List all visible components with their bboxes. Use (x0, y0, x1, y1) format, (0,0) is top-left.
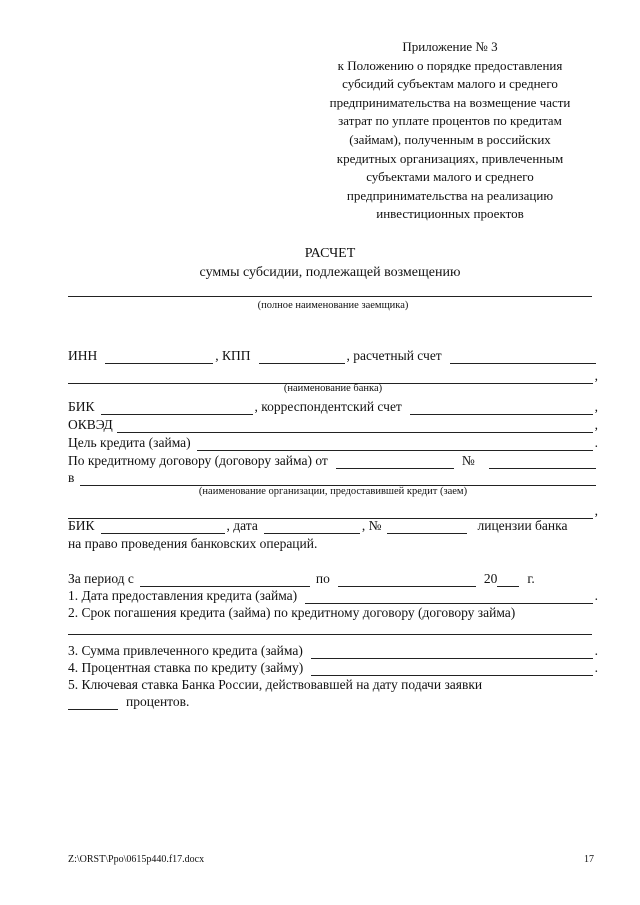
header-line: предпринимательства на реализацию (346, 187, 554, 203)
item3-row (68, 641, 598, 659)
item5-row (68, 675, 598, 693)
purpose-field[interactable] (197, 438, 593, 451)
bik-label: БИК (68, 399, 95, 414)
item3-label: 3. Сумма привлеченного кредита (займа) (68, 643, 303, 658)
key-rate-field[interactable] (68, 697, 118, 710)
comma: , (594, 417, 598, 432)
item4-label: 4. Процентная ставка по кредиту (займу) (68, 660, 304, 675)
item4-row (68, 658, 598, 676)
year-suffix: г. (527, 571, 535, 586)
comma: , (594, 399, 598, 414)
header-line: (займам), полученным в российских (349, 131, 551, 147)
bank-bik-field[interactable] (101, 521, 225, 534)
item2-label: 2. Срок погашения кредита (займа) по кредитному договору (договору займа) (68, 605, 516, 620)
bik-field[interactable] (101, 402, 253, 415)
page-number: 17 (584, 854, 594, 865)
period: . (594, 435, 598, 450)
for-period-label: За период с (68, 571, 134, 586)
item2-field[interactable] (68, 634, 592, 635)
item1-label: 1. Дата предоставления кредита (займа) (68, 588, 298, 603)
period: . (594, 660, 598, 675)
license-number-label: , № (361, 518, 382, 533)
percent-label: процентов. (126, 694, 190, 709)
header-line: субсидий субъектам малого и среднего (342, 76, 558, 92)
borrower-caption: (полное наименование заемщика) (257, 300, 409, 311)
comma: , (594, 368, 598, 383)
lender-row (68, 468, 598, 486)
header-line: субъектами малого и среднего (366, 169, 534, 185)
bik-row (68, 397, 598, 415)
okved-row (68, 415, 598, 433)
inn-label: ИНН (68, 348, 98, 363)
appendix-header (300, 38, 600, 224)
contract-row (68, 451, 598, 469)
bik-label: БИК (68, 518, 95, 533)
item1-row (68, 586, 598, 604)
header-line: Приложение № 3 (402, 39, 498, 54)
license-number-field[interactable] (387, 521, 467, 534)
license-rest-row (68, 534, 598, 552)
purpose-row (68, 433, 598, 451)
corr-account-label: , корреспондентский счет (254, 399, 402, 414)
lender-caption: (наименование организации, предоставившей кредит (заем) (198, 486, 468, 497)
account-field[interactable] (450, 351, 596, 364)
file-path: Z:\ORST\Ppo\0615p440.f17.docx (68, 854, 205, 865)
bank-caption: (наименование банка) (283, 383, 383, 394)
year-prefix: 20 (483, 571, 498, 586)
header-line: к Положению о порядке предоставления (337, 57, 563, 73)
inn-row (68, 346, 598, 364)
date-label: , дата (226, 518, 258, 533)
to-label: по (315, 571, 330, 586)
license-label: лицензии банка (477, 518, 568, 533)
document-subtitle: суммы субсидии, подлежащей возмещению (199, 265, 461, 280)
header-line: затрат по уплате процентов по кредитам (338, 113, 562, 129)
license-row (68, 516, 598, 534)
item5-percent-row (68, 692, 598, 710)
header-line: предпринимательства на возмещение части (329, 94, 571, 110)
license-rest-text: на право проведения банковских операций. (68, 536, 318, 551)
license-date-field[interactable] (264, 521, 360, 534)
header-line: инвестиционных проектов (376, 206, 524, 222)
period-row (68, 569, 598, 587)
bank-name-row (68, 366, 598, 384)
kpp-field[interactable] (259, 351, 345, 364)
period: . (594, 588, 598, 603)
okved-field[interactable] (117, 420, 593, 433)
in-prefix: в (68, 470, 75, 485)
account-label: , расчетный счет (346, 348, 442, 363)
contract-label: По кредитному договору (договору займа) от (68, 453, 328, 468)
comma: , (594, 503, 598, 518)
borrower-name-line[interactable] (68, 296, 592, 297)
period: . (594, 643, 598, 658)
okved-label: ОКВЭД (68, 417, 113, 432)
number-sign: № (461, 453, 475, 468)
kpp-label: , КПП (215, 348, 251, 363)
purpose-label: Цель кредита (займа) (68, 435, 191, 450)
corr-account-field[interactable] (410, 402, 593, 415)
inn-field[interactable] (105, 351, 213, 364)
header-line: кредитных организациях, привлеченным (336, 150, 564, 166)
item2-row (68, 603, 598, 621)
lender-field[interactable] (80, 473, 596, 486)
document-title: РАСЧЕТ (304, 246, 356, 261)
item5-label: 5. Ключевая ставка Банка России, действовавшей на дату подачи заявки (68, 677, 483, 692)
